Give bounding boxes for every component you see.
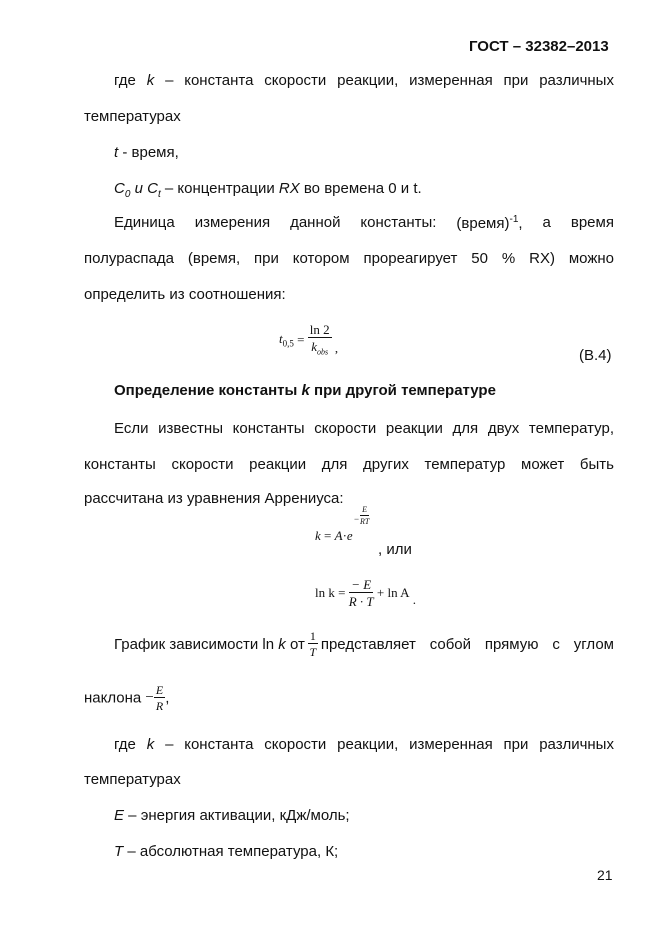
definition-t: t - время, xyxy=(114,144,179,161)
equation-label-b4: (В.4) xyxy=(579,347,612,364)
arrhenius-line1: Если известны константы скорости реакции для двух температур, xyxy=(114,420,614,437)
paragraph-k-definition-line1: где k – константа скорости реакции, измеренная при различных xyxy=(114,72,614,89)
slope-line: наклона − $\frac{E}{R}$ , xyxy=(84,683,170,713)
definition-energy: E – энергия активации, кДж/моль; xyxy=(114,807,350,824)
equation-or: , или xyxy=(378,541,412,558)
standard-header: ГОСТ – 32382–2013 xyxy=(469,38,609,55)
paragraph-k-definition-2-line2: температурах xyxy=(84,771,181,788)
units-line3: определить из соотношения: xyxy=(84,286,286,303)
paragraph-k-definition-2-line1: где k – константа скорости реакции, измеренная при различных xyxy=(114,736,614,753)
paragraph-k-definition-line2: температурах xyxy=(84,108,181,125)
units-line2: полураспада (время, при котором прореагирует 50 % RX) можно xyxy=(84,250,614,267)
page-number: 21 xyxy=(597,867,613,883)
graph-line: График зависимости ln k от $\frac{1}{T}$ представляет собой прямую с углом xyxy=(114,629,614,659)
section-heading: Определение константы k при другой температуре xyxy=(114,382,496,399)
definition-temperature: T – абсолютная температура, К; xyxy=(114,843,339,860)
units-line1: Единица измерения данной константы: (время)$^{-1}$, а время xyxy=(114,214,614,232)
equation-arrhenius-ln: ln k = $\frac{- E}{R \cdot T}$ + ln A . xyxy=(315,577,417,609)
arrhenius-line2: константы скорости реакции для других температур может быть xyxy=(84,456,614,473)
equation-arrhenius-exp: k = A·e − $\frac{E}{RT}$ xyxy=(315,505,370,543)
equation-half-life: $t_{0,5}$ = $\frac{\ln 2}{k_{obs}}$ , xyxy=(279,322,339,357)
arrhenius-line3: рассчитана из уравнения Аррениуса: xyxy=(84,490,344,507)
definition-concentrations: $C_0$ и $C_t$ – концентрации RX во времена 0 и t. xyxy=(114,180,422,200)
